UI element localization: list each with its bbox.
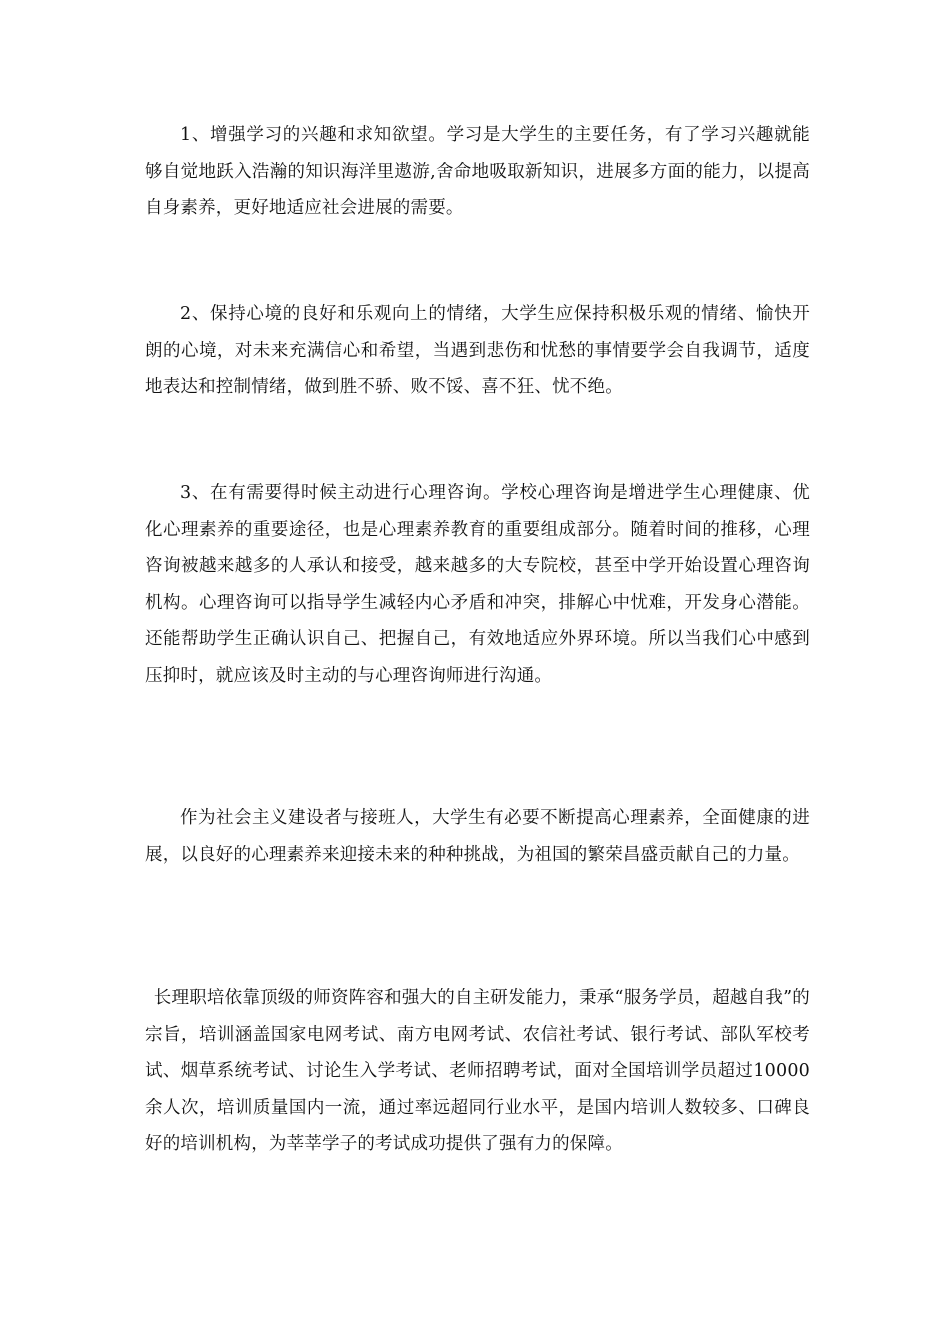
paragraph-positive-mood: 2、保持心境的良好和乐观向上的情绪，大学生应保持积极乐观的情绪、愉快开朗的心境，对未来充满信心和希望，当遇到悲伤和忧愁的事情要学会自我调节，适度地表达和控制情绪，做到胜不骄、败不馁、喜不狂、忧不绝。 [145,304,810,397]
paragraph-counseling: 3、在有需要得时候主动进行心理咨询。学校心理咨询是增进学生心理健康、优化心理素养的重要途径，也是心理素养教育的重要组成部分。随着时间的推移，心理咨询被越来越多的人承认和接受，越来越多的大专院校，甚至中学开始设置心理咨询机构。心理咨询可以指导学生减轻内心矛盾和冲突，排解心中忧难，开发身心潜能。还能帮助学生正确认识自己、把握自己，有效地适应外界环境。所以当我们心中感到压抑时，就应该及时主动的与心理咨询师进行沟通。 [145,483,810,686]
paragraph-training-ad: 长理职培依靠顶级的师资阵容和强大的自主研发能力，秉承“服务学员，超越自我”的宗旨，培训涵盖国家电网考试、南方电网考试、农信社考试、银行考试、部队军校考试、烟草系统考试、讨论生入学考试、老师招聘考试，面对全国培训学员超过10000余人次，培训质量国内一流，通过率远超同行业水平，是国内培训人数较多、口碑良好的培训机构，为莘莘学子的考试成功提供了强有力的保障。 [145,988,810,1154]
paragraph-learning-interest: 1、增强学习的兴趣和求知欲望。学习是大学生的主要任务，有了学习兴趣就能够自觉地跃入浩瀚的知识海洋里遨游,舍命地吸取新知识，进展多方面的能力，以提高自身素养，更好地适应社会进展的需要。 [145,125,810,218]
paragraph-conclusion: 作为社会主义建设者与接班人，大学生有必要不断提高心理素养，全面健康的进展，以良好的心理素养来迎接未来的种种挑战，为祖国的繁荣昌盛贡献自己的力量。 [145,808,810,865]
